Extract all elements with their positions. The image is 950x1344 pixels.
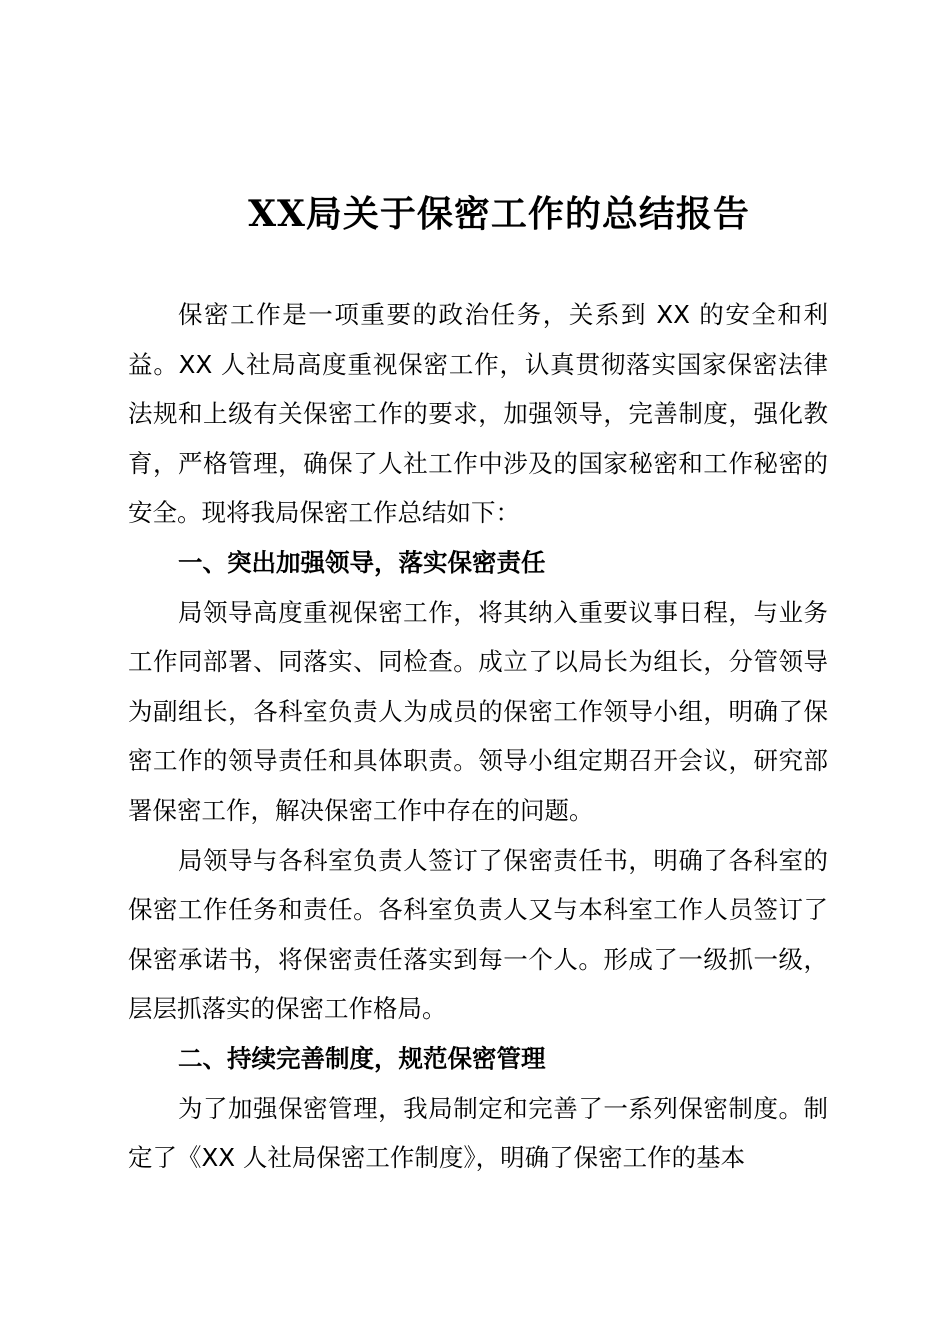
section-1-paragraph-2: 局领导与各科室负责人签订了保密责任书，明确了各科室的保密工作任务和责任。各科室负责人又与本科室工作人员签订了保密承诺书，将保密责任落实到每一个人。形成了一级抓一级，层层抓落实的保密工作格局。	[128, 845, 828, 1024]
document-title: XX局关于保密工作的总结报告	[248, 193, 750, 235]
section-1-paragraph-1: 局领导高度重视保密工作，将其纳入重要议事日程，与业务工作同部署、同落实、同检查。成立了以局长为组长，分管领导为副组长，各科室负责人为成员的保密工作领导小组，明确了保密工作的领导责任和具体职责。领导小组定期召开会议，研究部署保密工作，解决保密工作中存在的问题。	[128, 597, 828, 825]
section-2-paragraph-1: 为了加强保密管理，我局制定和完善了一系列保密制度。制定了《XX 人社局保密工作制度》，明确了保密工作的基本	[128, 1093, 828, 1173]
section-2-heading: 二、持续完善制度，规范保密管理	[178, 1043, 546, 1073]
intro-paragraph: 保密工作是一项重要的政治任务，关系到 XX 的安全和利益。XX 人社局高度重视保密工作，认真贯彻落实国家保密法律法规和上级有关保密工作的要求，加强领导，完善制度，强化教育，严格管理，确保了人社工作中涉及的国家秘密和工作秘密的安全。现将我局保密工作总结如下：	[128, 300, 828, 528]
section-1-heading: 一、突出加强领导，落实保密责任	[178, 547, 546, 577]
document-body	[128, 290, 828, 1183]
